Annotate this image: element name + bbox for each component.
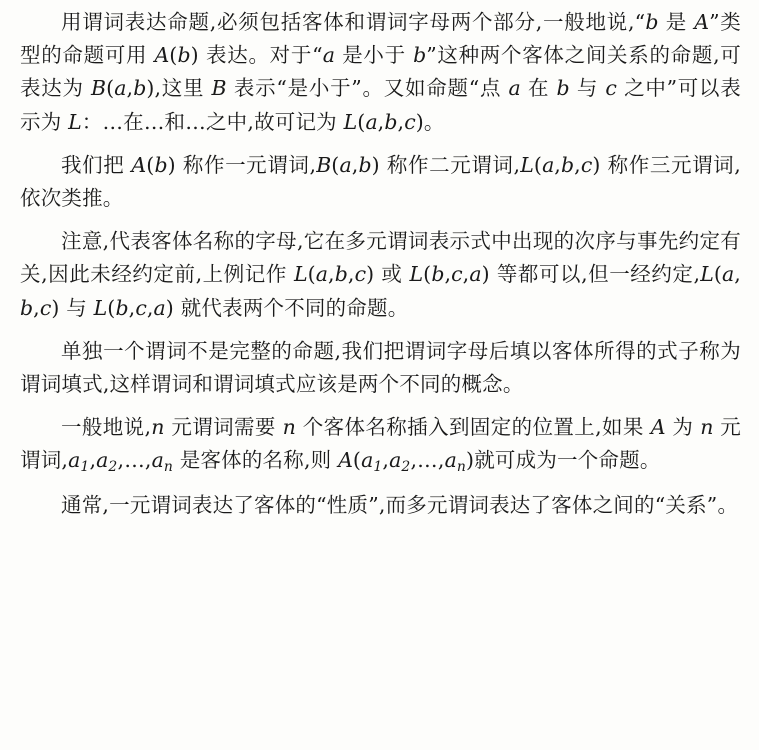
paragraph-6: 通常,一元谓词表达了客体的“性质”,而多元谓词表达了客体之间的“关系”。 [61,492,739,517]
paragraph-4: 单独一个谓词不是完整的命题,我们把谓词字母后填以客体所得的式子称为谓词填式,这样谓词和谓词填式应该是两个不同的概念。 [20,338,741,397]
paragraph-5: 一般地说,n 元谓词需要 n 个客体名称插入到固定的位置上,如果 A 为 n 元谓词$,a_1,a_2,\dots,a_n$ 是客体的名称,则 $A(a_1,a_2,\dots,a_n)$就可成为一个命题。 [20,415,742,476]
paragraph-1: 用谓词表达命题,必须包括客体和谓词字母两个部分,一般地说,“b 是 A”类型的命题可用 A(b) 表达。对于“a 是小于 b”这种两个客体之间关系的命题,可表达为 B(a,b),这里 B 表示“是小于”。又如命题“点 a 在 b 与 c 之中”可以表示为 L：…在…和…之中,故可记为 L(a,b,c)。 [20,10,741,134]
paragraph-3: 注意,代表客体名称的字母,它在多元谓词表示式中出现的次序与事先约定有关,因此未经约定前,上例记作 L(a,b,c) 或 L(b,c,a) 等都可以,但一经约定,L(a,b,c) 与 L(b,c,a) 就代表两个不同的命题。 [20,229,741,320]
paragraph-2: 我们把 A(b) 称作一元谓词,B(a,b) 称作二元谓词,L(a,b,c) 称作三元谓词,依次类推。 [20,152,741,211]
